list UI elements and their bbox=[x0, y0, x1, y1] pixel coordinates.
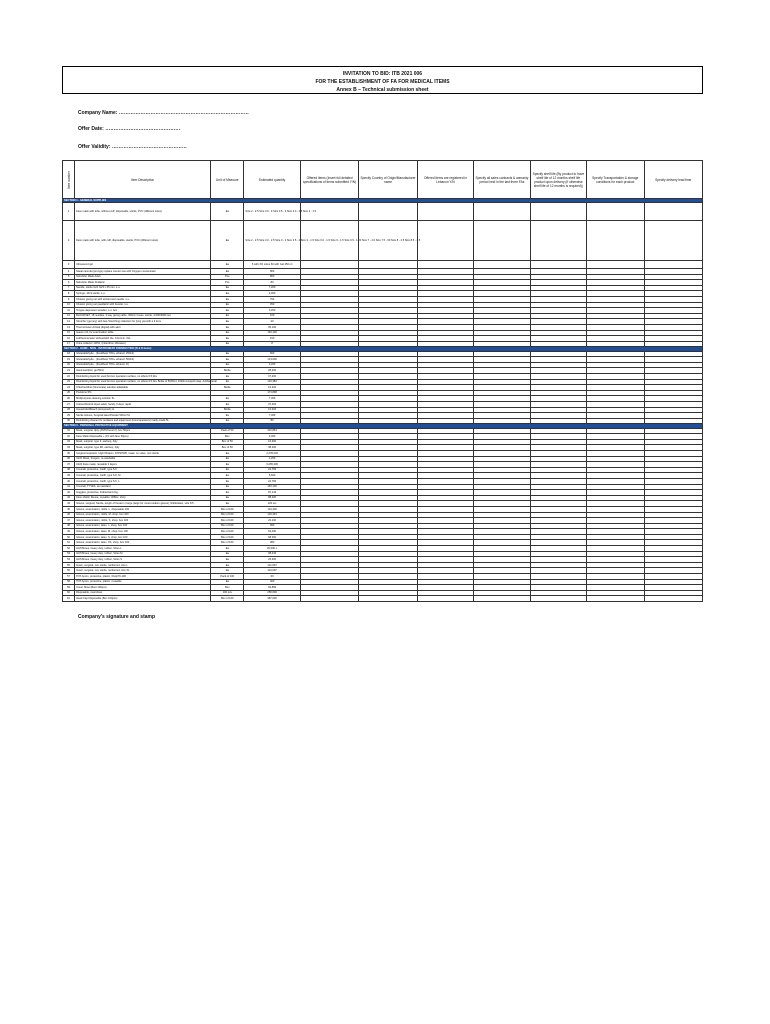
item-description-cell: Goggles, protective, Indirect/anti-fog bbox=[75, 490, 211, 496]
item-number-cell: 52 bbox=[63, 546, 75, 552]
item-description-cell: Gloves, examination, nitrile, S, shop, box 100 bbox=[75, 518, 211, 524]
unit-cell: Ea bbox=[211, 396, 244, 402]
section-title: SECTION 1 - GENERAL SUPPLIES bbox=[63, 199, 703, 203]
item-description-cell: Gown, surgical, non sterile, reinforced, size XL bbox=[75, 568, 211, 574]
item-description-cell: Chlorhexidine (Gluconate) solution adaptable bbox=[75, 385, 211, 391]
item-number-cell: 32 bbox=[63, 434, 75, 440]
item-number-cell: 6 bbox=[63, 280, 75, 286]
table-row bbox=[63, 261, 703, 269]
registered-cell[interactable] bbox=[417, 220, 473, 261]
quantity-cell: 26,300 bbox=[244, 557, 300, 563]
quantity-cell: 124,400 bbox=[244, 506, 300, 512]
item-description-cell: Face shield, Reuse, reusable 10/Box, shop bbox=[75, 495, 211, 501]
unit-cell: Bottle bbox=[211, 407, 244, 413]
item-number-cell: 37 bbox=[63, 462, 75, 468]
offered-cell[interactable] bbox=[300, 261, 358, 269]
item-number-cell: 27 bbox=[63, 401, 75, 407]
item-number-cell: 33 bbox=[63, 439, 75, 445]
item-number-cell: 31 bbox=[63, 428, 75, 434]
origin-cell[interactable] bbox=[359, 203, 417, 221]
unit-cell: Ea bbox=[211, 261, 244, 269]
item-description-cell: Face Mask Disposable + (Fit with face 50pcs) bbox=[75, 434, 211, 440]
quantity-cell: 20,000 L bbox=[244, 546, 300, 552]
quantity-cell: 762 bbox=[244, 296, 300, 302]
item-number-cell: 3 bbox=[63, 261, 75, 269]
item-number-cell: 46 bbox=[63, 512, 75, 518]
offered-cell[interactable] bbox=[300, 596, 358, 602]
lead-time-cell[interactable] bbox=[644, 220, 703, 261]
shelf-life-cell[interactable] bbox=[530, 596, 586, 602]
unit-cell: Ea bbox=[211, 462, 244, 468]
item-description-cell: Coverall, TYVEK, as standard bbox=[75, 484, 211, 490]
item-number-cell: 48 bbox=[63, 523, 75, 529]
item-number-cell: 8 bbox=[63, 291, 75, 297]
item-description-cell: Cloth Face mask, reusable 3 layers bbox=[75, 462, 211, 468]
item-number-cell: 40 bbox=[63, 478, 75, 484]
unit-cell: Ea bbox=[211, 373, 244, 379]
item-number-cell: 34 bbox=[63, 445, 75, 451]
signature-line: Company's signature and stamp bbox=[78, 614, 156, 620]
col-lead-time: Specify delivery lead time bbox=[644, 161, 703, 199]
item-number-cell: 56 bbox=[63, 568, 75, 574]
quantity-cell: 800 bbox=[244, 274, 300, 280]
item-number-cell: 5 bbox=[63, 274, 75, 280]
shelf-life-cell[interactable] bbox=[530, 261, 586, 269]
quantity-cell: 28,300 bbox=[244, 368, 300, 374]
col-shelf-life: Specify shelf life (By product to have shelf life of 12 months shelf life product upon delivery (if otherwise shelf life of 12 months is required)) bbox=[530, 161, 586, 199]
item-number-cell: 17 bbox=[63, 341, 75, 347]
item-number-cell: 51 bbox=[63, 540, 75, 546]
item-description-cell: Gloves, examination, nitrile, L, disposable 100 bbox=[75, 506, 211, 512]
item-description-cell: Nebulizer Mask Adult bbox=[75, 274, 211, 280]
item-description-cell: Mask, surgical, 3ply (ASTM level 2), box 50pcs bbox=[75, 428, 211, 434]
origin-cell[interactable] bbox=[359, 261, 417, 269]
quantity-cell: 60 bbox=[244, 574, 300, 580]
unit-cell: Ea bbox=[211, 336, 244, 342]
item-description-cell: Needle, sterile G21 G23 x 25 mm, s.u. bbox=[75, 285, 211, 291]
item-description-cell: Mask, surgical, type II, earloop, 4ply bbox=[75, 439, 211, 445]
item-number-cell: 53 bbox=[63, 551, 75, 557]
item-number-cell: 21 bbox=[63, 368, 75, 374]
item-description-cell: Nebulizer Mask Pediatric bbox=[75, 280, 211, 286]
unit-cell: Ea bbox=[211, 562, 244, 568]
item-description-cell: Multipurpose cleaning solution 5L bbox=[75, 396, 211, 402]
item-description-cell: Stretcher (gurney) with feet-Stretching collection for lying pat with a 3 tiers bbox=[75, 319, 211, 325]
unit-cell: Ea bbox=[211, 401, 244, 407]
quantity-cell: 80 bbox=[244, 418, 300, 424]
quantity-cell: 22,784 bbox=[244, 478, 300, 484]
item-number-cell: 23 bbox=[63, 379, 75, 385]
item-number-cell: 12 bbox=[63, 313, 75, 319]
item-number-cell: 28 bbox=[63, 407, 75, 413]
unit-cell: Ea bbox=[211, 501, 244, 507]
unit-cell: Ea bbox=[211, 418, 244, 424]
unit-cell: Pcs bbox=[211, 274, 244, 280]
quantity-cell: 5,600 bbox=[244, 473, 300, 479]
unit-cell: Bottle bbox=[211, 385, 244, 391]
item-number-cell: 13 bbox=[63, 319, 75, 325]
shelf-life-cell[interactable] bbox=[530, 203, 586, 221]
item-description-cell: Gloves, examination, latex, XS, shop, box 100 bbox=[75, 540, 211, 546]
unit-cell: Box of 100 bbox=[211, 529, 244, 535]
quantity-cell: 6,265,300 bbox=[244, 462, 300, 468]
table-row bbox=[63, 596, 703, 602]
company-name-field: Company Name: …………………………………………………………………… bbox=[78, 110, 249, 116]
ltas-cell[interactable] bbox=[474, 261, 530, 269]
shelf-life-cell[interactable] bbox=[530, 220, 586, 261]
quantity-cell: 3,200 bbox=[244, 362, 300, 368]
unit-cell: Ea bbox=[211, 330, 244, 336]
item-description-cell: Mask, surgical, type IIR, earloop, 4ply bbox=[75, 445, 211, 451]
registered-cell[interactable] bbox=[417, 203, 473, 221]
unit-cell: Ea bbox=[211, 379, 244, 385]
quantity-cell: 163,100 bbox=[244, 330, 300, 336]
transport-cell[interactable] bbox=[587, 261, 644, 269]
quantity-cell: 220 etc bbox=[244, 501, 300, 507]
unit-cell: Ea bbox=[211, 450, 244, 456]
quantity-cell: 5 with 4% Litres 60 with Gel 250 ml bbox=[244, 261, 300, 269]
unit-cell: Ea bbox=[211, 313, 244, 319]
item-number-cell: 29 bbox=[63, 413, 75, 419]
item-number-cell: 61 bbox=[63, 596, 75, 602]
item-description-cell: BLOODSET, 18 needles, 3 way giving cable, 300cm hoses, sterile, 3-600/3000 set bbox=[75, 313, 211, 319]
quantity-cell: 123,384 bbox=[244, 379, 300, 385]
unit-cell: 100 pcs bbox=[211, 590, 244, 596]
quantity-cell: 20 bbox=[244, 319, 300, 325]
unit-cell: Ea bbox=[211, 473, 244, 479]
unit-cell: Ea bbox=[211, 456, 244, 462]
quantity-cell: 8 bbox=[244, 341, 300, 347]
item-description-cell: Lid/thermometer without/with tbe, 10m/min. 6x1 bbox=[75, 336, 211, 342]
unit-cell: Bottle bbox=[211, 368, 244, 374]
offer-date-field: Offer Date: ……………………………………… bbox=[78, 126, 181, 132]
unit-cell: Box of 100 bbox=[211, 518, 244, 524]
item-description-cell: Syringe, 10ml sterile, s.u. bbox=[75, 291, 211, 297]
document-header bbox=[62, 66, 703, 94]
registered-cell[interactable] bbox=[417, 596, 473, 602]
unit-cell: Ea bbox=[211, 557, 244, 563]
quantity-cell: 16,300 bbox=[244, 439, 300, 445]
item-description-cell: Household-Bleach (tempered) 1L bbox=[75, 407, 211, 413]
item-description-cell: Coverall, protective, CatIII, type 5-6, M bbox=[75, 473, 211, 479]
item-description-cell: Disinfecting liquid for used bronco operators surface, no elbow 0.5 litre Bottle of 5000ml, 1000ml+Liquid soap, Antibacterial bbox=[76, 380, 217, 384]
item-number-cell: 14 bbox=[63, 324, 75, 330]
item-number-cell: 39 bbox=[63, 473, 75, 479]
unit-cell: Box of 100 bbox=[211, 512, 244, 518]
item-description-cell: TNT Apron, protective, plastic, 6/stp/70-100 bbox=[75, 574, 211, 580]
unit-cell: Ea bbox=[211, 362, 244, 368]
quantity-cell: 37,200 bbox=[244, 373, 300, 379]
item-number-cell: 59 bbox=[63, 585, 75, 591]
item-description-cell: Disposable, overshoes bbox=[75, 590, 211, 596]
quantity-cell: 121,697 bbox=[244, 562, 300, 568]
item-description-cell: Head Cap Disposable (Box 100pcs) bbox=[75, 596, 211, 602]
itb-title: INVITATION TO BID: ITB 2021 006 bbox=[342, 71, 423, 77]
item-number-cell: 30 bbox=[63, 418, 75, 424]
item-description-cell: Gloves, examination, latex, L, shop, box 100 bbox=[75, 523, 211, 529]
section-title: SECTION 2 - HAND - SKIN - INSTRUMENT DISINFECTION (R & D items) bbox=[63, 347, 703, 351]
quantity-cell: 110,097 bbox=[244, 568, 300, 574]
unit-cell: Pack of 100 bbox=[211, 574, 244, 580]
col-origin: Specify Country of Origin/Manufacturer name bbox=[359, 161, 417, 199]
quantity-cell: 80 bbox=[244, 280, 300, 286]
quantity-cell: Size 2 - 2.5 Size 3.0 - 2.5 Size 3 - 2 Size 3.5 - 2 Size 3 - 1.5 Size 6.0 - 1.5 Size 6 - 1.5 Size 6.5 - 1.20 Size 7 - 4.0 Size 7.5 - 60 Size 8 - 4.5 Size 8.5 - 4.5 bbox=[244, 220, 300, 261]
item-number-cell: 7 bbox=[63, 285, 75, 291]
unit-cell: Ea bbox=[211, 324, 244, 330]
quantity-cell: 16,202 bbox=[244, 407, 300, 413]
item-description-cell: Infusion giving set paediatric with burette, s.u. bbox=[75, 302, 211, 308]
quantity-cell: 2,000 bbox=[244, 291, 300, 297]
unit-cell: Ea bbox=[211, 484, 244, 490]
item-description-cell: Thermometer clinical (digital) with alert bbox=[75, 324, 211, 330]
item-description-cell: Cotton/Alcohol wipes adult, handy, frutest, rapid bbox=[75, 401, 211, 407]
origin-cell[interactable] bbox=[359, 596, 417, 602]
item-number-cell: 18 bbox=[63, 351, 75, 357]
item-number-cell: 22 bbox=[63, 373, 75, 379]
item-description-cell: Tongue depressor wooden, s.u. box bbox=[75, 308, 211, 314]
unit-cell: Ea bbox=[211, 478, 244, 484]
quantity-cell: Size 2 - 2.5 Size 3.0 - 3 Size 3.5 - 3 Size 4.0 - 2.5 Size 4 - 1.5 bbox=[244, 203, 300, 221]
item-number-cell: 2 bbox=[63, 220, 75, 261]
item-number-cell: 41 bbox=[63, 484, 75, 490]
col-estimated-quantity: Estimated quantity bbox=[244, 161, 300, 199]
quantity-cell: 7,369 bbox=[244, 396, 300, 402]
quantity-cell: 94,899 bbox=[244, 585, 300, 591]
col-registered: Offered items are registered in Lebanon Y/N bbox=[417, 161, 473, 199]
transport-cell[interactable] bbox=[587, 220, 644, 261]
col-offered: Offered items (Insert full detailed specifications of items submitted Y/N) bbox=[300, 161, 358, 199]
item-description-cell: Infusion giving set with airinlet and needle, s.u. bbox=[75, 296, 211, 302]
item-number-cell: 45 bbox=[63, 506, 75, 512]
quantity-cell: 87,143 bbox=[244, 490, 300, 496]
item-description-cell: Urine collector 100%, (Infant/box 10/cases) bbox=[75, 341, 211, 347]
registered-cell[interactable] bbox=[417, 261, 473, 269]
quantity-cell: 390 bbox=[244, 302, 300, 308]
item-number-cell: 16 bbox=[63, 336, 75, 342]
quantity-cell: 98,446 bbox=[244, 551, 300, 557]
item-description-cell: Sterile Gloves, Surgical latex/Powder 500ml 5L bbox=[75, 413, 211, 419]
item-description-cell: Gauze roll, for examination table bbox=[75, 330, 211, 336]
quantity-cell: 62,400 bbox=[244, 529, 300, 535]
lead-time-cell[interactable] bbox=[644, 596, 703, 602]
unit-cell: Box of 50 bbox=[211, 439, 244, 445]
item-description-cell: Cloth Mask, 3 layers, re-washable bbox=[75, 456, 211, 462]
col-unit-of-measure: Unit of Measure bbox=[211, 161, 244, 199]
item-number-cell: 58 bbox=[63, 579, 75, 585]
item-description-cell: Gluteraldehyde - (fixed/best 70%+ ethanol, 1l) bbox=[75, 362, 211, 368]
unit-cell: Ea bbox=[211, 203, 244, 221]
item-description-cell: Disinfecting liquid for used bronco operators surface, no elbow 0.5 litre bbox=[75, 373, 211, 379]
unit-cell: Box of 50 bbox=[211, 445, 244, 451]
item-number-cell: 9 bbox=[63, 296, 75, 302]
item-number-cell: 1 bbox=[63, 203, 75, 221]
unit-cell: Ea bbox=[211, 341, 244, 347]
item-description-cell: Gloves, examination, nitrile, M, shop, box 100 bbox=[75, 512, 211, 518]
quantity-cell: 174,898 bbox=[244, 390, 300, 396]
item-number-cell: 26 bbox=[63, 396, 75, 402]
unit-cell: Ea bbox=[211, 319, 244, 325]
item-number-cell: 60 bbox=[63, 590, 75, 596]
quantity-cell: 2,278,246 bbox=[244, 450, 300, 456]
quantity-cell: 380 bbox=[244, 540, 300, 546]
quantity-cell: 259,600 bbox=[244, 590, 300, 596]
quantity-cell: 1,200 bbox=[244, 456, 300, 462]
quantity-cell: 387,000 bbox=[244, 596, 300, 602]
item-number-cell: 24 bbox=[63, 385, 75, 391]
quantity-cell: 35,100 bbox=[244, 324, 300, 330]
item-number-cell: 35 bbox=[63, 450, 75, 456]
item-description-cell: Gloves, surgical, Sterile, length of forearm / large (large for most-medium gloves), Nitrile/latex, size 8.5 bbox=[75, 501, 211, 507]
quantity-cell: 68,300 bbox=[244, 534, 300, 540]
item-description-cell: Ultrasound gel bbox=[75, 261, 211, 269]
lead-time-cell[interactable] bbox=[644, 203, 703, 221]
item-number-cell: 44 bbox=[63, 501, 75, 507]
unit-cell: Ea bbox=[211, 495, 244, 501]
table-body bbox=[63, 199, 703, 602]
item-description-cell: Face mask with tube, with cuff, disposable, sterile, PVC (different sizes) bbox=[75, 220, 211, 261]
item-description-cell: Face mask with tube, without cuff, disposable, sterile, PVC (different sizes) bbox=[75, 203, 211, 221]
item-description-cell: HAT/Shoes, heavy duty, rubber, Sizes L bbox=[75, 546, 211, 552]
annex-title: Annex B – Technical submission sheet bbox=[336, 87, 429, 93]
unit-cell: Ea bbox=[211, 490, 244, 496]
unit-cell: Ea bbox=[211, 308, 244, 314]
quantity-cell: 88,200 bbox=[244, 495, 300, 501]
table-row bbox=[63, 220, 703, 261]
unit-cell: Box of 100 bbox=[211, 506, 244, 512]
item-number-cell: 4 bbox=[63, 268, 75, 274]
offer-validity-field: Offer Validity: ……………………………………… bbox=[78, 144, 187, 150]
quantity-cell: 22,784 bbox=[244, 467, 300, 473]
col-ltas: Specify all sales contracts & warranty period held in the last three FAs bbox=[474, 161, 530, 199]
quantity-cell: 150 bbox=[244, 336, 300, 342]
quantity-cell: 600 bbox=[244, 351, 300, 357]
item-number-cell: 25 bbox=[63, 390, 75, 396]
table-row bbox=[63, 203, 703, 221]
table-header-row bbox=[63, 161, 703, 199]
quantity-cell: 37,462 bbox=[244, 401, 300, 407]
item-number-cell: 11 bbox=[63, 308, 75, 314]
transport-cell[interactable] bbox=[587, 596, 644, 602]
quantity-cell: 800 bbox=[244, 268, 300, 274]
quantity-cell: 400 bbox=[244, 579, 300, 585]
ltas-cell[interactable] bbox=[474, 596, 530, 602]
quantity-cell: 10,1000 bbox=[244, 357, 300, 363]
quantity-cell: 163,100 bbox=[244, 484, 300, 490]
unit-cell: Ea bbox=[211, 551, 244, 557]
quantity-cell: 103,391 bbox=[244, 512, 300, 518]
item-description-cell: HAT/Shoes, heavy duty, rubber, Sizes M bbox=[75, 551, 211, 557]
item-description-cell: TNT Apron, protective, plastic, reusable bbox=[75, 579, 211, 585]
col-item-number: Item number bbox=[63, 161, 75, 199]
unit-cell: Pcs bbox=[211, 280, 244, 286]
item-number-cell: 15 bbox=[63, 330, 75, 336]
quantity-cell: 100 bbox=[244, 313, 300, 319]
unit-cell: Ea bbox=[211, 285, 244, 291]
item-description-cell: Hand sanitizer, gel 50ml bbox=[75, 368, 211, 374]
item-description-cell: Coverall, protective, CatIII, type 5-6 bbox=[75, 467, 211, 473]
item-description-cell: Povidone 5% bbox=[75, 390, 211, 396]
quantity-cell: 7,369 bbox=[244, 413, 300, 419]
item-description-cell: Gluteraldehyde - (fixed/best 70%+ ethanol, 250ml) bbox=[75, 351, 211, 357]
item-number-cell: 38 bbox=[63, 467, 75, 473]
unit-cell: Ea bbox=[211, 357, 244, 363]
item-description-cell: Gloves, examination, latex, S, shop, box 100 bbox=[75, 534, 211, 540]
item-number-cell: 49 bbox=[63, 529, 75, 535]
transport-cell[interactable] bbox=[587, 203, 644, 221]
item-description-cell: Surgical respirator, High filtration, FFP2/N95, mask, no valve, non sterile bbox=[75, 450, 211, 456]
quantity-cell: 38,200 bbox=[244, 445, 300, 451]
item-number-cell: 57 bbox=[63, 574, 75, 580]
item-number-cell: 42 bbox=[63, 490, 75, 496]
quantity-cell: 3,200 bbox=[244, 308, 300, 314]
item-description-cell: Disinfecting cleaner for surfaces and equipment (broncoperators) ready-made 5L bbox=[75, 418, 211, 424]
unit-cell: Box of 100 bbox=[211, 534, 244, 540]
item-number-cell: 43 bbox=[63, 495, 75, 501]
item-description-cell: Gown, surgical, non sterile, reinforced, size L bbox=[75, 562, 211, 568]
quantity-cell: 990 bbox=[244, 523, 300, 529]
col-item-description: Item Description bbox=[75, 161, 211, 199]
item-number-cell: 36 bbox=[63, 456, 75, 462]
item-number-cell: 19 bbox=[63, 357, 75, 363]
col-transport: Specify Transportation & storage conditions for each product bbox=[587, 161, 644, 199]
item-number-cell: 50 bbox=[63, 534, 75, 540]
item-description-cell: Cover Shoe (Boot 100pcs) bbox=[75, 585, 211, 591]
item-number-cell: 20 bbox=[63, 362, 75, 368]
unit-cell: Ea bbox=[211, 296, 244, 302]
unit-cell: Box of 100 bbox=[211, 540, 244, 546]
item-number-cell: 10 bbox=[63, 302, 75, 308]
unit-cell: Ea bbox=[211, 268, 244, 274]
quantity-cell: 310,864 bbox=[244, 428, 300, 434]
unit-cell: Ea bbox=[211, 467, 244, 473]
unit-cell: Ea bbox=[211, 568, 244, 574]
item-description-cell: Gluteraldehyde - (fixed/best 70%+ ethanol, 500ml) bbox=[75, 357, 211, 363]
unit-cell: Box of 100 bbox=[211, 596, 244, 602]
unit-cell: Ea bbox=[211, 413, 244, 419]
unit-cell: Box bbox=[211, 434, 244, 440]
item-number-cell: 54 bbox=[63, 557, 75, 563]
ltas-cell[interactable] bbox=[474, 203, 530, 221]
unit-cell: Box of 100 bbox=[211, 523, 244, 529]
item-description-cell: Nasal cannula (prongs) replace mentor use with Oxygen concentrator bbox=[75, 268, 211, 274]
item-description-cell: Coverall, protective, CatIII, type 5-6, L bbox=[75, 478, 211, 484]
unit-cell: Ea bbox=[211, 351, 244, 357]
item-description-cell: HAT/Shoes, heavy duty, rubber, Sizes S bbox=[75, 557, 211, 563]
item-number-cell: 55 bbox=[63, 562, 75, 568]
ltas-cell[interactable] bbox=[474, 220, 530, 261]
quantity-cell: 16,202 bbox=[244, 385, 300, 391]
unit-cell: Box bbox=[211, 585, 244, 591]
unit-cell: Ea bbox=[211, 291, 244, 297]
lead-time-cell[interactable] bbox=[644, 261, 703, 269]
technical-submission-table bbox=[62, 160, 703, 602]
item-description-cell: Gloves, examination, latex, M, shop, box 100 bbox=[75, 529, 211, 535]
unit-cell: Ea bbox=[211, 302, 244, 308]
itb-subtitle: FOR THE ESTABLISHMENT OF FA FOR MEDICAL ITEMS bbox=[315, 79, 450, 85]
quantity-cell: 7,200 bbox=[244, 285, 300, 291]
unit-cell: Ea bbox=[211, 579, 244, 585]
item-number-cell: 47 bbox=[63, 518, 75, 524]
section-title: SECTION 3 - PERSONAL PROTECTIVE EQUIPMENT bbox=[63, 424, 703, 428]
quantity-cell: 22,100 bbox=[244, 518, 300, 524]
unit-cell: Ea bbox=[211, 220, 244, 261]
unit-cell: Pack of 50 bbox=[211, 428, 244, 434]
unit-cell: Ea bbox=[211, 546, 244, 552]
quantity-cell: 3,360 bbox=[244, 434, 300, 440]
